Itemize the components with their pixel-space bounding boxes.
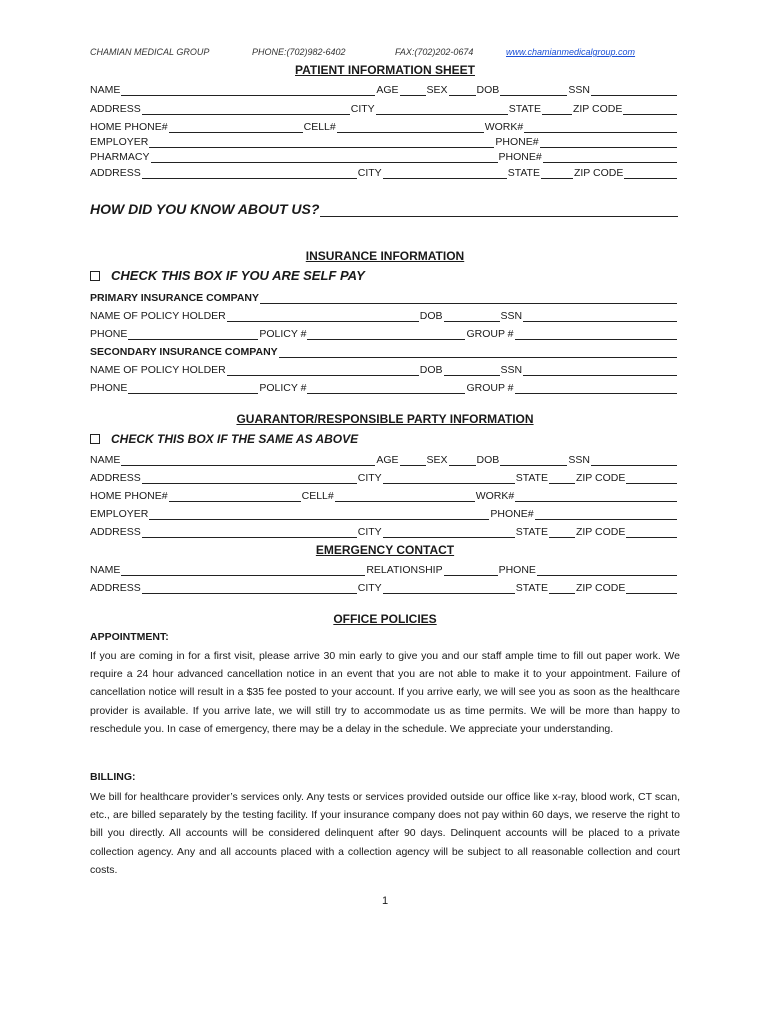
primary-policy-field[interactable] — [307, 328, 465, 340]
patient-row-pharmacy: PHARMACY PHONE# — [90, 149, 678, 163]
billing-heading: BILLING: — [90, 771, 136, 783]
guarantor-zip2-field[interactable] — [626, 526, 677, 538]
emergency-row-address: ADDRESS CITY STATE ZIP CODE — [90, 580, 678, 594]
patient-zip2-field[interactable] — [624, 167, 677, 179]
secondary-policy-field[interactable] — [307, 382, 465, 394]
primary-holder-dob-field[interactable] — [444, 310, 500, 322]
guarantor-sex-field[interactable] — [449, 454, 476, 466]
patient-home-phone-field[interactable] — [169, 121, 303, 133]
guarantor-city2-field[interactable] — [383, 526, 515, 538]
patient-work-field[interactable] — [524, 121, 677, 133]
patient-state-field[interactable] — [542, 103, 572, 115]
guarantor-row-address-2: ADDRESS CITY STATE ZIP CODE — [90, 524, 678, 538]
guarantor-name-field[interactable] — [121, 454, 375, 466]
emergency-section-title: EMERGENCY CONTACT — [315, 543, 455, 557]
how-did-you-know-field[interactable] — [320, 200, 678, 217]
policies-section-title: OFFICE POLICIES — [333, 612, 437, 626]
org-name: CHAMIAN MEDICAL GROUP — [90, 47, 210, 57]
patient-city2-field[interactable] — [383, 167, 507, 179]
secondary-holder-dob-field[interactable] — [444, 364, 500, 376]
patient-row-name: NAME AGE SEX DOB SSN — [90, 82, 678, 96]
guarantor-address2-field[interactable] — [142, 526, 357, 538]
same-as-above-label: CHECK THIS BOX IF THE SAME AS ABOVE — [111, 432, 359, 446]
guarantor-city-field[interactable] — [383, 472, 515, 484]
guarantor-home-phone-field[interactable] — [169, 490, 301, 502]
billing-text: We bill for healthcare provider’s services only. Any tests or services provided outside our office like x-ray, blood work, CT scan, etc., are billed separately by the testing facility. If your insurance company does not pay within 60 days, we reserve the right to bill you directly. All accounts will be considered delinquent after 90 days. Delinquent accounts will be placed to a private collection agency. Any and all accounts placed with a collection agency will be subject to all reasonable collection and court costs. — [90, 791, 680, 876]
patient-sex-field[interactable] — [449, 84, 476, 96]
guarantor-state2-field[interactable] — [549, 526, 575, 538]
guarantor-state-field[interactable] — [549, 472, 575, 484]
guarantor-row-address: ADDRESS CITY STATE ZIP CODE — [90, 470, 678, 484]
secondary-phone-field[interactable] — [128, 382, 258, 394]
self-pay-label: CHECK THIS BOX IF YOU ARE SELF PAY — [111, 268, 365, 283]
patient-city-field[interactable] — [376, 103, 508, 115]
guarantor-employer-field[interactable] — [149, 508, 489, 520]
patient-ssn-field[interactable] — [591, 84, 677, 96]
secondary-phone-row: PHONE POLICY # GROUP # — [90, 380, 678, 394]
secondary-group-field[interactable] — [515, 382, 677, 394]
primary-insurance-row: PRIMARY INSURANCE COMPANY — [90, 290, 678, 304]
patient-age-field[interactable] — [400, 84, 426, 96]
page-number: 1 — [381, 895, 389, 907]
self-pay-row — [90, 268, 365, 283]
emergency-state-field[interactable] — [549, 582, 575, 594]
same-as-above-row — [90, 432, 358, 446]
guarantor-age-field[interactable] — [400, 454, 426, 466]
emergency-zip-field[interactable] — [626, 582, 677, 594]
patient-row-phones: HOME PHONE# CELL# WORK# — [90, 119, 678, 133]
how-did-you-know-row — [90, 197, 678, 217]
guarantor-row-employer: EMPLOYER PHONE# — [90, 506, 678, 520]
patient-pharmacy-field[interactable] — [151, 151, 498, 163]
patient-cell-field[interactable] — [337, 121, 484, 133]
patient-row-address-2: ADDRESS CITY STATE ZIP CODE — [90, 165, 678, 179]
emergency-address-field[interactable] — [142, 582, 357, 594]
primary-group-field[interactable] — [515, 328, 677, 340]
patient-zip-field[interactable] — [623, 103, 677, 115]
guarantor-zip-field[interactable] — [626, 472, 677, 484]
primary-holder-ssn-field[interactable] — [523, 310, 677, 322]
patient-name-field[interactable] — [121, 84, 375, 96]
secondary-insurance-field[interactable] — [279, 346, 677, 358]
guarantor-ssn-field[interactable] — [591, 454, 677, 466]
patient-employer-phone-field[interactable] — [540, 136, 677, 148]
guarantor-section-title: GUARANTOR/RESPONSIBLE PARTY INFORMATION — [236, 412, 534, 426]
header-fax: FAX:(702)202-0674 — [395, 47, 474, 57]
primary-holder-field[interactable] — [227, 310, 419, 322]
patient-pharmacy-phone-field[interactable] — [543, 151, 677, 163]
guarantor-row-name: NAME AGE SEX DOB SSN — [90, 452, 678, 466]
appointment-text: If you are coming in for a first visit, please arrive 30 min early to give you and our staff ample time to fill out paper work. We require a 24 hour advanced cancellation notice in an event that you are not able to make it to your appointment. Failure of cancellation notice will result in a $35 fee posted to your account. If you arrive early, we will see you as soon as the healthcare provider is available. If you arrive late, we will still try to accommodate us as time permits. We will be more than happy to reschedule you. In case of emergency, there may be a delay in the schedule. We appreciate your understanding. — [90, 650, 680, 735]
patient-address-field[interactable] — [142, 103, 350, 115]
website-link[interactable]: www.chamianmedicalgroup.com — [506, 47, 636, 57]
guarantor-dob-field[interactable] — [500, 454, 567, 466]
patient-address2-field[interactable] — [142, 167, 357, 179]
guarantor-cell-field[interactable] — [335, 490, 475, 502]
patient-dob-field[interactable] — [500, 84, 567, 96]
patient-state2-field[interactable] — [541, 167, 573, 179]
emergency-city-field[interactable] — [383, 582, 515, 594]
guarantor-address-field[interactable] — [142, 472, 357, 484]
same-as-above-checkbox[interactable] — [90, 434, 100, 444]
guarantor-row-phones: HOME PHONE# CELL# WORK# — [90, 488, 678, 502]
emergency-row-name: NAME RELATIONSHIP PHONE — [90, 562, 678, 576]
emergency-name-field[interactable] — [121, 564, 365, 576]
secondary-holder-ssn-field[interactable] — [523, 364, 677, 376]
primary-phone-field[interactable] — [128, 328, 258, 340]
patient-row-address: ADDRESS CITY STATE ZIP CODE — [90, 101, 678, 115]
guarantor-work-field[interactable] — [515, 490, 677, 502]
primary-holder-row: NAME OF POLICY HOLDER DOB SSN — [90, 308, 678, 322]
emergency-relationship-field[interactable] — [444, 564, 498, 576]
patient-section-title: PATIENT INFORMATION SHEET — [295, 63, 475, 77]
primary-phone-row: PHONE POLICY # GROUP # — [90, 326, 678, 340]
secondary-holder-row: NAME OF POLICY HOLDER DOB SSN — [90, 362, 678, 376]
patient-employer-field[interactable] — [149, 136, 494, 148]
self-pay-checkbox[interactable] — [90, 271, 100, 281]
emergency-phone-field[interactable] — [537, 564, 677, 576]
appointment-heading: APPOINTMENT: — [90, 631, 169, 643]
secondary-holder-field[interactable] — [227, 364, 419, 376]
primary-insurance-field[interactable] — [260, 292, 677, 304]
how-did-you-know-label: HOW DID YOU KNOW ABOUT US? — [90, 201, 320, 217]
guarantor-employer-phone-field[interactable] — [535, 508, 677, 520]
secondary-insurance-row: SECONDARY INSURANCE COMPANY — [90, 344, 678, 358]
header-phone: PHONE:(702)982-6402 — [252, 47, 346, 57]
insurance-section-title: INSURANCE INFORMATION — [305, 249, 465, 263]
patient-row-employer: EMPLOYER PHONE# — [90, 134, 678, 148]
